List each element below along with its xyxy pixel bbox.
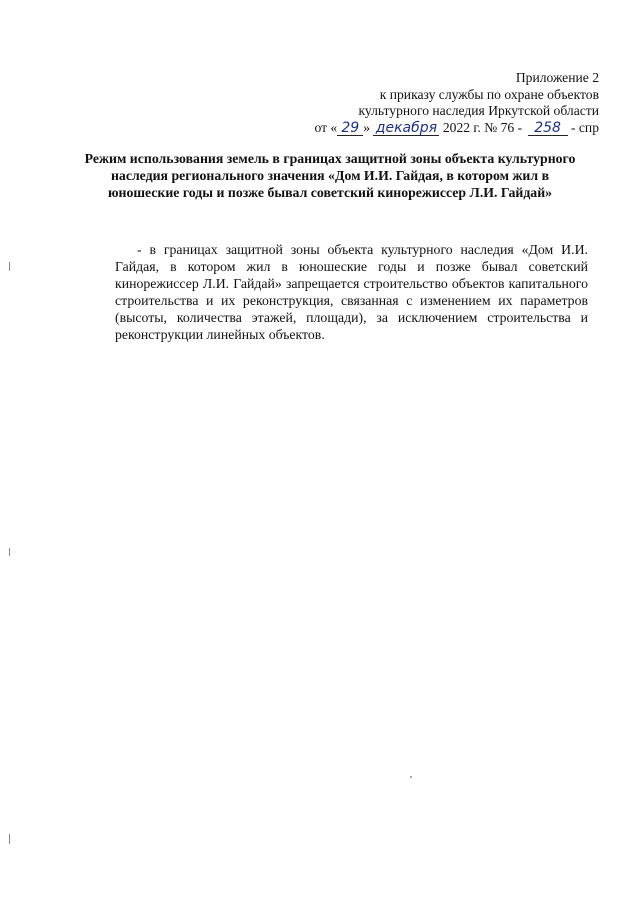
document-title: Режим использования земель в границах защитной зоны объекта культурного наследия регионального значения «Дом И.И. Гайдая, в котором жил в юношеские годы и позже бывал советский кинорежиссер Л.И. Гайдай» [84,151,576,200]
handwritten-month: декабря [373,121,439,136]
order-date-number [239,120,599,137]
body-paragraph: - в границах защитной зоны объекта культурного наследия «Дом И.И. Гайдая, в котором жил в юношеские годы и позже бывал советский кинорежиссер Л.И. Гайдай» запрещается строительство объектов капитального строительства и их реконструкция, связанная с изменением их параметров (высоты, количества этажей, площади), за исключением строительства и реконструкции линейных объектов. [115,242,588,342]
order-date-mid: » [363,119,371,135]
appendix-header [239,70,599,136]
scan-mark-bottom [9,834,10,844]
order-date-prefix: от « [314,119,338,135]
scan-mark-middle [9,548,10,556]
appendix-label: Приложение 2 [515,70,599,85]
handwritten-day: 29 [337,121,363,136]
order-suffix: - спр [570,119,599,135]
scan-mark-top [9,262,10,271]
order-year-number: 2022 г. № 76 - [442,119,523,135]
order-reference: к приказу службы по охране объектов [379,86,599,102]
scan-speck [410,776,412,778]
handwritten-order-number: 258 [528,121,568,136]
authority-name: культурного наследия Иркутской области [358,103,599,118]
